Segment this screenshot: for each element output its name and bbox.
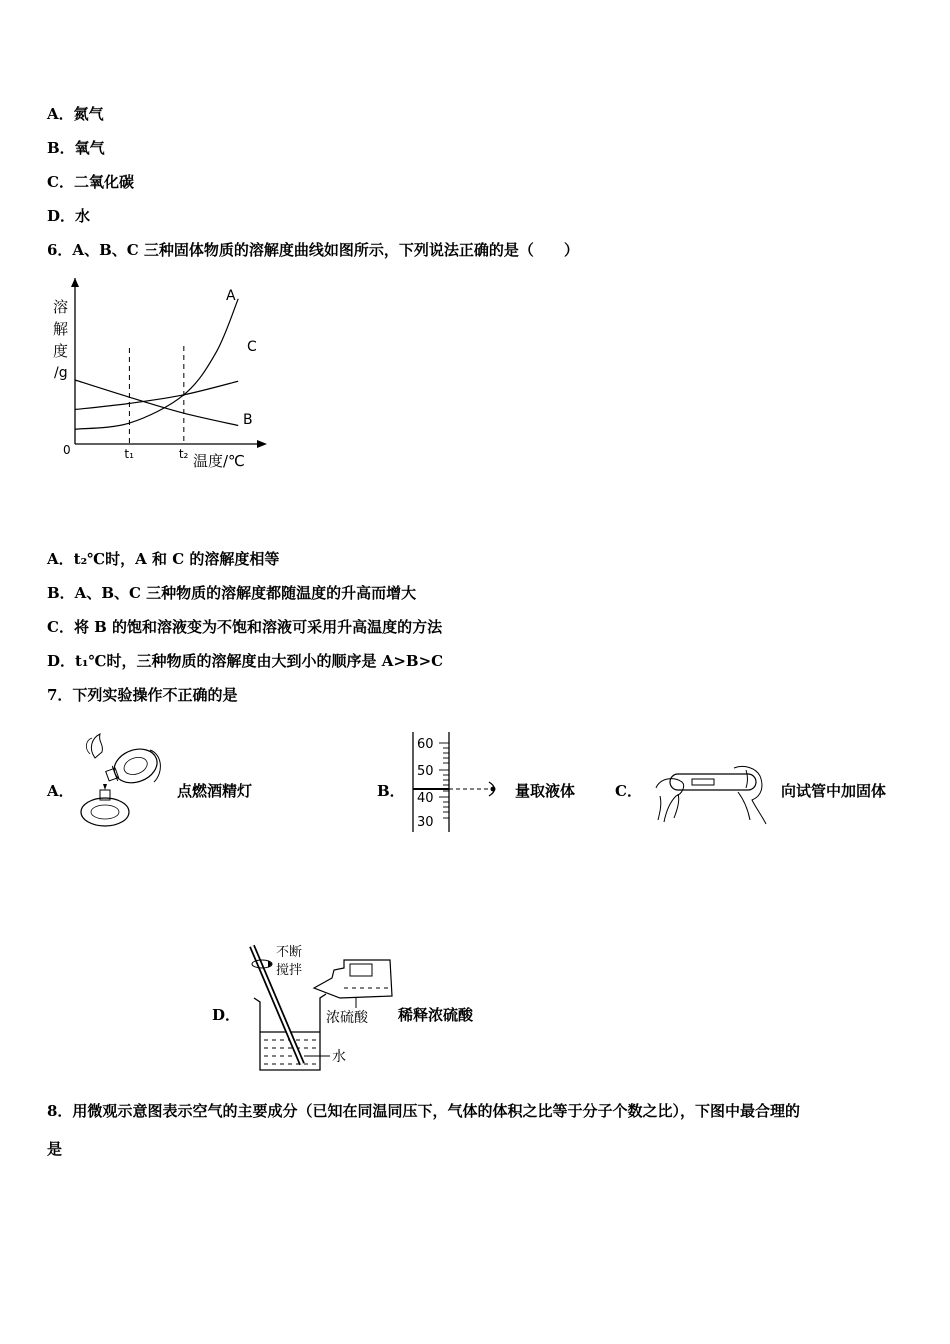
water-label: 水 [332, 1049, 346, 1065]
curve-label-a: A [226, 288, 236, 304]
ylabel-4: /g [54, 365, 68, 381]
stir-label-1: 不断 [276, 945, 303, 960]
curve-label-b: B [243, 412, 253, 428]
x-axis-label: 温度/℃ [193, 452, 245, 470]
q5-option-c: C．二氧化碳 [47, 173, 134, 191]
cyl-tick-60: 60 [417, 737, 434, 752]
curve-a [75, 299, 238, 429]
ylabel-2: 解 [53, 320, 69, 338]
test-tube-illustration [652, 760, 772, 830]
x-tick-t1: t₁ [124, 447, 134, 461]
q5-option-d: D．水 [47, 207, 91, 225]
cyl-tick-50: 50 [417, 764, 434, 779]
x-axis-arrow [257, 440, 267, 448]
q7-stem: 7．下列实验操作不正确的是 [47, 686, 238, 704]
q6-stem: 6．A、B、C 三种固体物质的溶解度曲线如图所示，下列说法正确的是（ ） [47, 241, 579, 259]
acid-label: 浓硫酸 [326, 1010, 368, 1026]
q8-stem-line1: 8．用微观示意图表示空气的主要成分（已知在同温同压下，气体的体积之比等于分子个数之比），下图中最合理的 [47, 1102, 800, 1120]
q6-option-c: C．将 B 的饱和溶液变为不饱和溶液可采用升高温度的方法 [47, 618, 443, 636]
alcohol-lamp-illustration [70, 730, 170, 830]
y-axis-arrow [71, 278, 79, 287]
ylabel-3: 度 [53, 342, 69, 360]
graduated-cylinder-illustration [405, 730, 515, 834]
ylabel-1: 溶 [53, 298, 69, 316]
cyl-tick-30: 30 [417, 815, 434, 830]
q7-a-text: 点燃酒精灯 [177, 782, 253, 800]
q7-b-text: 量取液体 [515, 782, 576, 800]
origin-label: 0 [63, 443, 71, 457]
stir-label-2: 搅拌 [276, 963, 303, 978]
q5-option-a: A．氮气 [47, 105, 104, 123]
q7-d-letter: D． [212, 1006, 241, 1024]
q5-option-b: B．氧气 [47, 139, 105, 157]
q8-stem-line2: 是 [47, 1140, 63, 1158]
acid-dilution-illustration [240, 940, 400, 1075]
q7-d-text: 稀释浓硫酸 [398, 1006, 474, 1024]
cyl-tick-40: 40 [417, 791, 434, 806]
q7-c-letter: C． [615, 782, 642, 800]
q6-option-d: D．t₁℃时，三种物质的溶解度由大到小的顺序是 A>B>C [47, 652, 444, 670]
solubility-chart [45, 278, 285, 478]
q6-option-a: A．t₂℃时，A 和 C 的溶解度相等 [47, 550, 280, 568]
curve-b [75, 380, 238, 426]
x-tick-t2: t₂ [178, 447, 189, 461]
q7-b-letter: B． [377, 782, 405, 800]
q7-a-letter: A． [47, 782, 74, 800]
q6-option-b: B．A、B、C 三种物质的溶解度都随温度的升高而增大 [47, 584, 417, 602]
curve-label-c: C [247, 339, 257, 355]
q7-c-text: 向试管中加固体 [781, 782, 887, 800]
